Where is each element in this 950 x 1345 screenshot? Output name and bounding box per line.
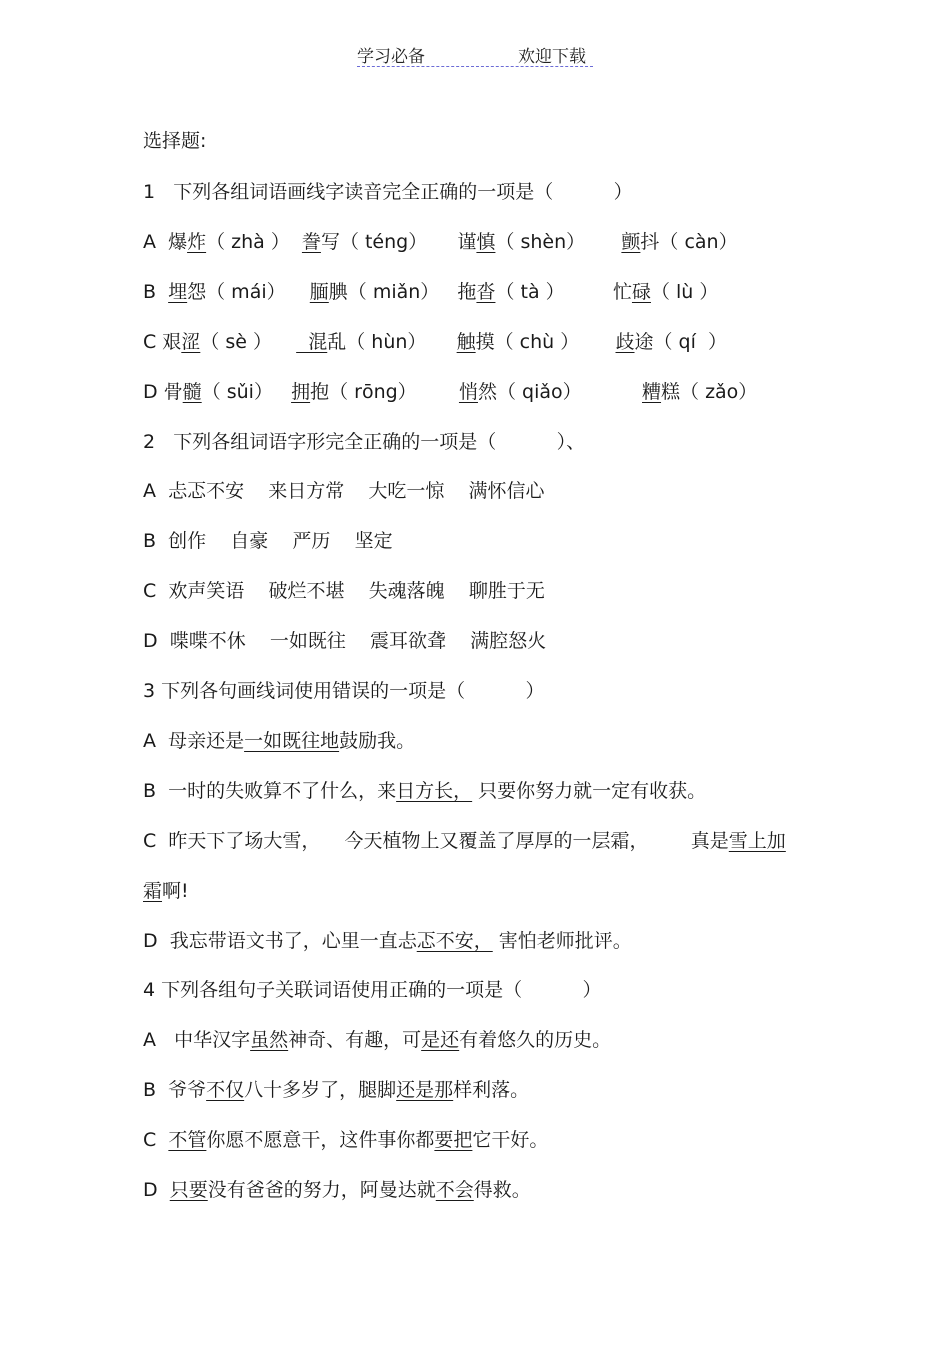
option-text: A 忐忑不安 来日方常 大吃一惊 满怀信心 [143,480,545,503]
question-3-option-line [143,778,706,804]
underlined-text: 沓 [476,280,496,303]
underlined-text: 要把 [434,1129,473,1152]
option-text: （ shèn） [495,230,622,253]
option-text: 抖（ càn） [640,230,738,253]
question-4-option-line [143,1077,529,1103]
option-text: （ zhà ） [206,230,302,253]
option-text: 然（ qiǎo） [477,380,643,403]
underlined-text: 髓 [182,380,202,403]
option-text: 神奇、有趣，可 [288,1029,422,1052]
question-2-stem: 2 下列各组词语字形完全正确的一项是（ ）、 [143,430,586,453]
underlined-text: 触 [456,330,476,353]
underlined-text: 雪上加 [728,829,786,852]
question-1-option-line [143,229,738,255]
underlined-text: 慎 [476,230,496,253]
underlined-text: 还是那 [396,1079,454,1102]
option-text: B 创作 自豪 严历 坚定 [143,530,393,553]
option-text: 得救。 [473,1179,531,1201]
underlined-text: 虽然 [250,1029,289,1052]
option-text: 鼓励我。 [339,729,416,752]
question-3-option-line [143,828,786,854]
option-text: A 爆 [143,230,188,253]
option-text: C 昨天下了场大雪， 今天植物上又覆盖了厚厚的一层霜， 真是 [143,829,729,852]
option-text: 害怕老师批评。 [492,929,632,952]
option-text: D 我忘带语文书了，心里一直忐 [143,929,417,952]
question-1-option-line [143,379,757,405]
option-text: 它干好。 [472,1129,549,1152]
underlined-text: 不管 [168,1129,207,1152]
underlined-text: 腼 [309,280,329,303]
question-2-option-line [143,478,545,504]
option-text: 没有爸爸的努力，阿曼达就 [207,1179,436,1201]
underlined-text: 糟 [642,380,662,403]
question-2-option-line [143,628,546,654]
option-text: D [143,1179,170,1201]
page-header [357,40,593,67]
underlined-text: 悄 [458,380,478,403]
option-text: 你愿不愿意干，这件事你都 [206,1129,435,1152]
question-2-option-line [143,528,393,554]
option-text: 啊! [162,879,189,902]
underlined-text: 混 [296,330,328,353]
underlined-text: 只要 [169,1179,208,1201]
option-text: （ sǔi） [201,380,292,403]
header-left-text: 学习必备 [357,47,425,67]
option-text: 样利落。 [453,1079,530,1102]
underlined-text: 颤 [621,230,641,253]
option-text: B 一时的失败算不了什么，来 [143,779,397,802]
underlined-text: 埋 [168,280,188,303]
option-text: （ sè ） [200,330,297,353]
underlined-text: 誊 [301,230,321,253]
section-title: 选择题: [143,130,207,152]
question-1-option-line [143,279,718,305]
header-right-text: 欢迎下载 [518,47,586,67]
option-text: D 骨 [143,380,183,403]
question-1-stem: 1 下列各组词语画线字读音完全正确的一项是（ ） [143,181,633,203]
option-text: 途（ qí ） [634,330,727,353]
option-text: 只要你努力就一定有收获。 [472,779,707,802]
question-3-option-line [143,928,632,954]
underlined-text: 一如既往地 [244,729,340,752]
option-text: A 母亲还是 [143,729,245,752]
option-text: 八十多岁了，腿脚 [244,1079,397,1102]
question-3-option-line [143,878,189,904]
underlined-text: 拥 [291,380,311,403]
underlined-text: 日方长， [396,779,473,802]
underlined-text: 炸 [187,230,207,253]
option-text: 糕（ zǎo） [661,380,758,403]
option-text: 摸（ chù ） [475,330,616,353]
underlined-text: 不仅 [206,1079,245,1102]
option-text: 乱（ hùn） [327,330,457,353]
option-text: 怨（ mái） [187,280,310,303]
question-3-option-line [143,728,415,754]
option-text: B [143,280,169,303]
question-1-option-line [143,329,727,355]
question-2-option-line [143,578,545,604]
question-4-option-line [143,1127,548,1153]
option-text: 有着悠久的历史。 [459,1029,612,1052]
underlined-text: 霜 [143,879,163,902]
option-text: C 欢声笑语 破烂不堪 失魂落魄 聊胜于无 [143,580,545,603]
option-text: 抱（ rōng） [310,380,459,403]
option-text: A 中华汉字 [143,1029,251,1052]
underlined-text: 涩 [181,330,201,353]
question-4-option-line [143,1177,531,1203]
question-3-stem: 3 下列各句画线词使用错误的一项是（ ） [143,680,545,702]
option-text: C [143,1129,169,1152]
underlined-text: 忑不安， [416,929,493,952]
underlined-text: 是还 [421,1029,460,1052]
question-4-option-line [143,1027,611,1053]
option-text: （ lù ） [650,280,719,303]
option-text: B 爷爷 [143,1079,207,1102]
option-text: （ tà ） 忙 [495,280,632,303]
underlined-text: 歧 [615,330,635,353]
underlined-text: 碌 [631,280,651,303]
option-text: C 艰 [143,330,182,353]
option-text: D 喋喋不休 一如既往 震耳欲聋 满腔怒火 [143,630,547,653]
underlined-text: 不会 [435,1179,474,1201]
option-text: 写（ téng） 谨 [320,230,477,253]
option-text: 腆（ miǎn） 拖 [328,280,477,303]
question-4-stem: 4 下列各组句子关联词语使用正确的一项是（ ） [143,979,602,1002]
